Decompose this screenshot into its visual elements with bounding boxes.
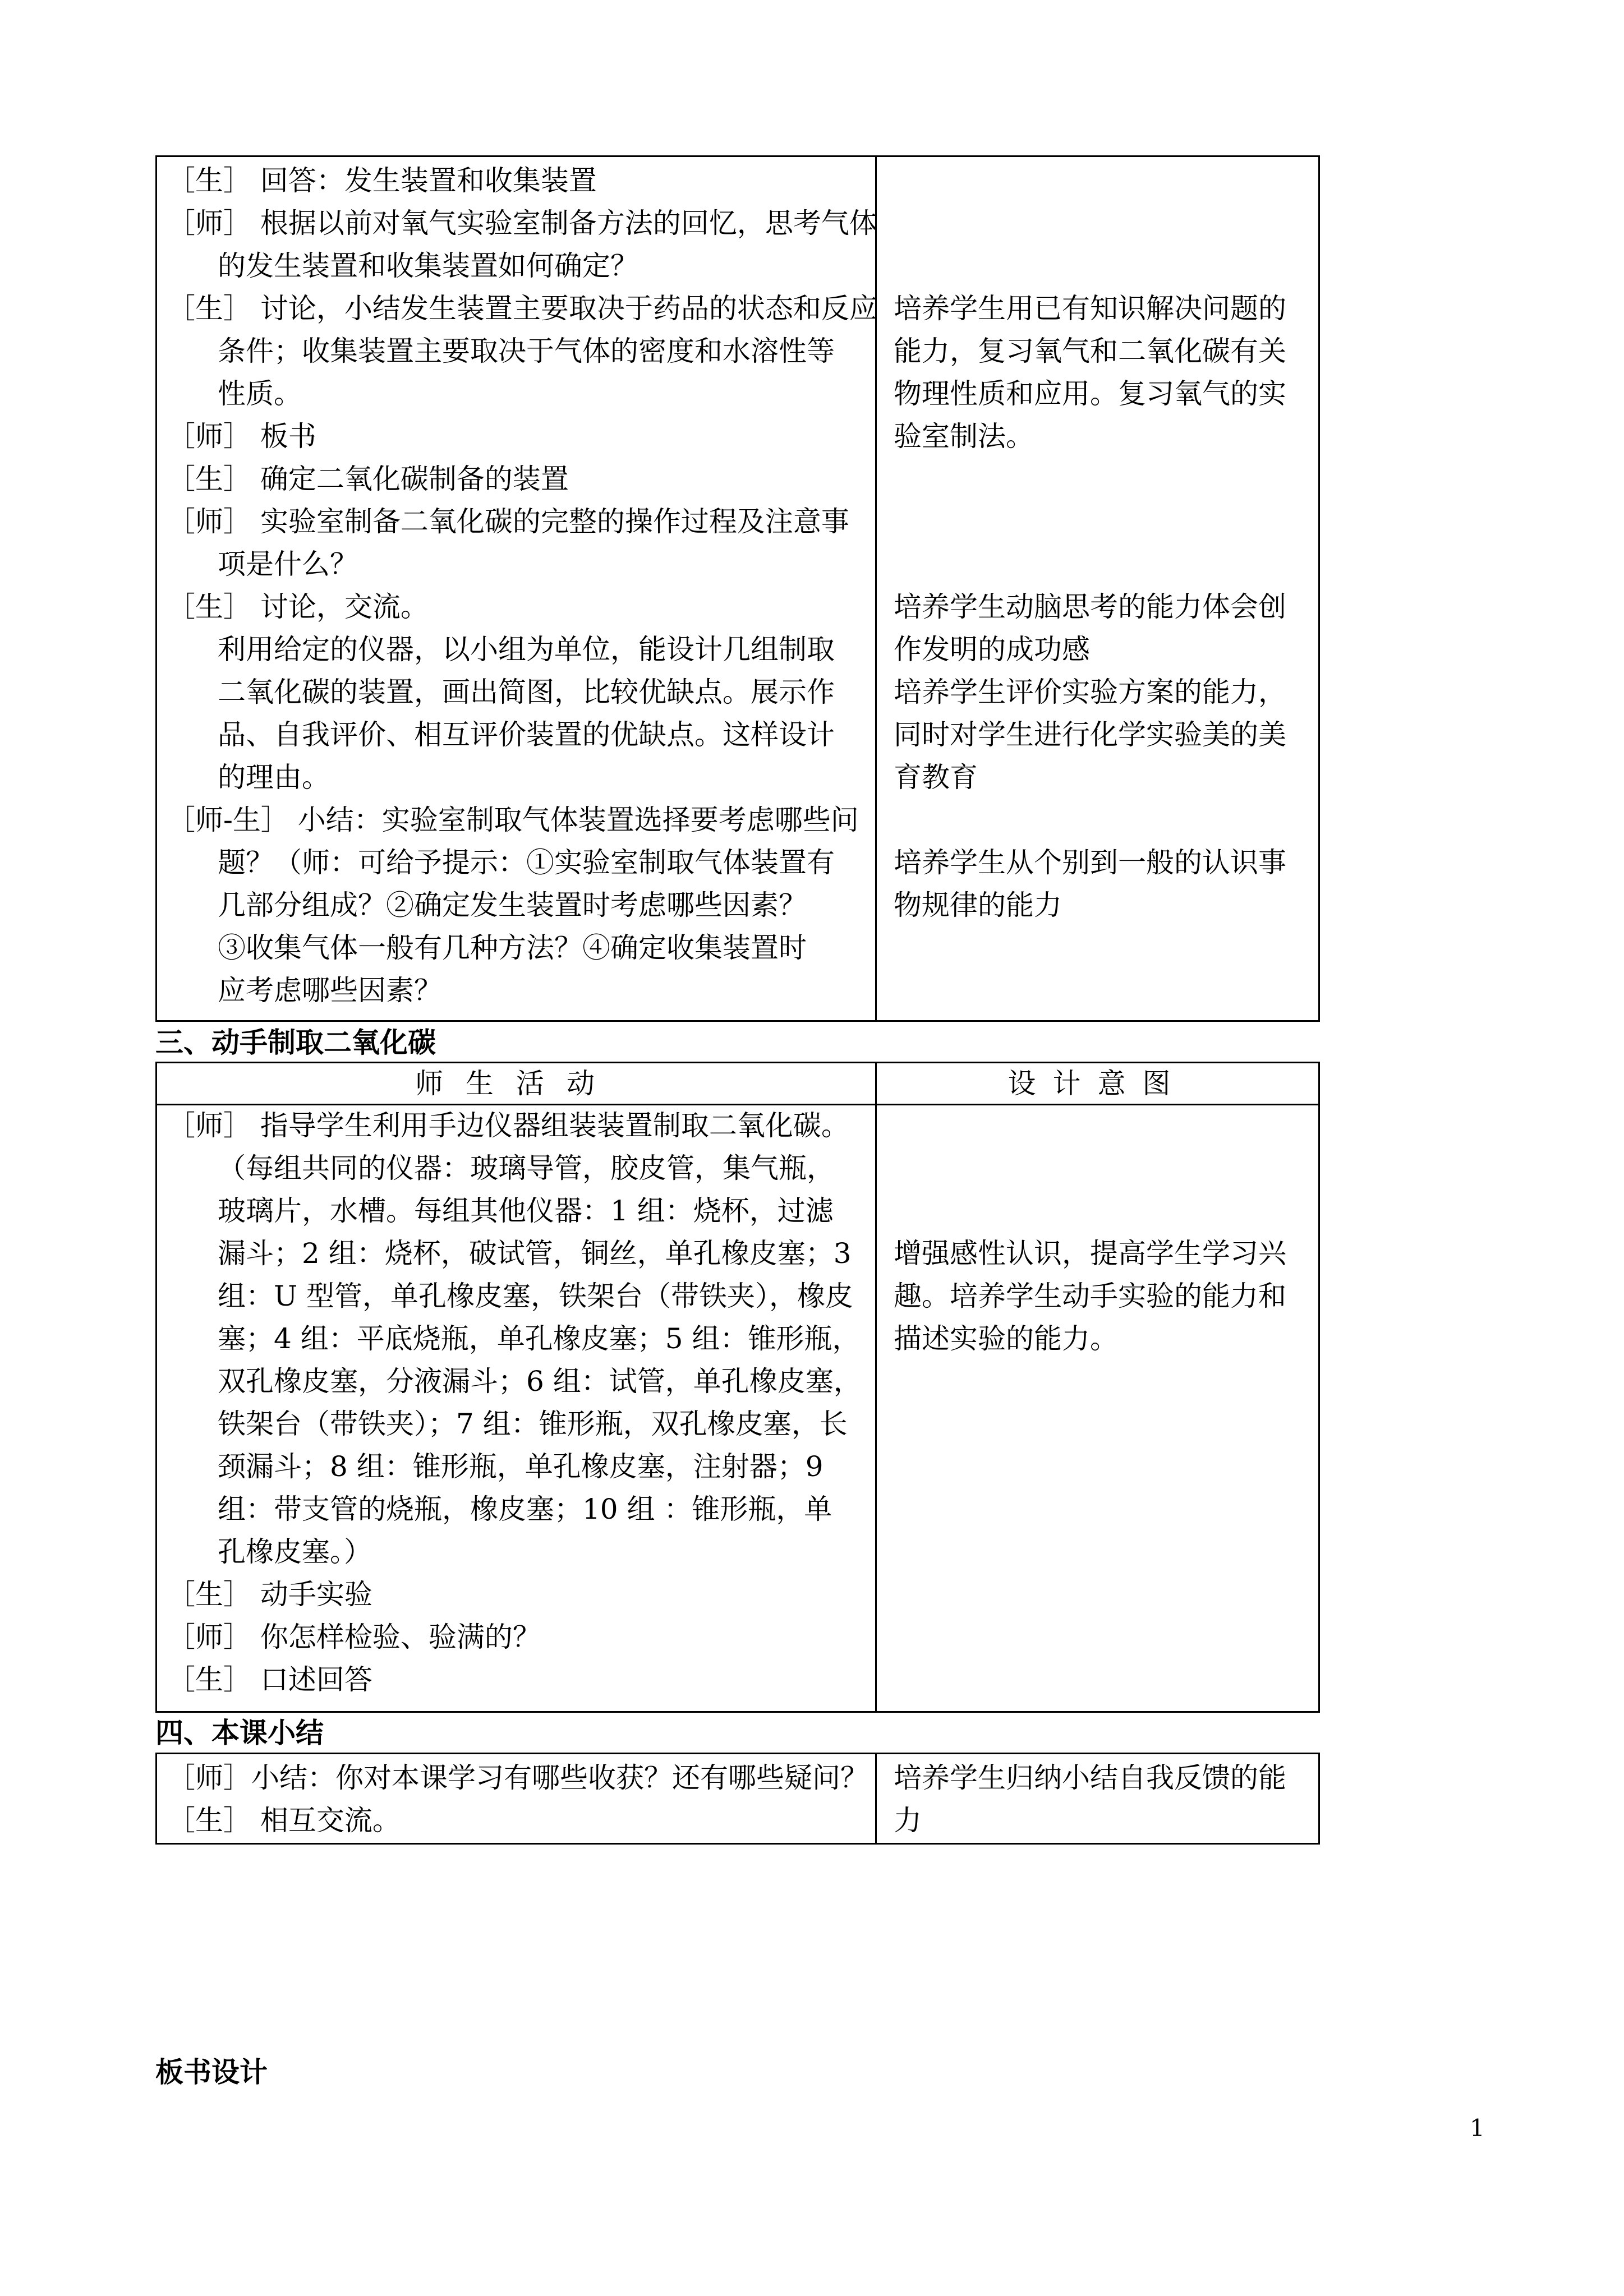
activity-line: ［师-生］ 小结：实验室制取气体装置选择要考虑哪些问 — [167, 804, 859, 836]
activity-line: 题？（师：可给予提示：①实验室制取气体装置有 — [218, 846, 835, 879]
intent-line: 描述实验的能力。 — [894, 1322, 1118, 1355]
teacher-student-activity-column — [157, 1105, 877, 1711]
activity-line: 品、自我评价、相互评价装置的优缺点。这样设计 — [218, 718, 835, 751]
teacher-student-activity-column — [157, 1754, 877, 1843]
table-header — [155, 1062, 1320, 1105]
intent-line: 作发明的成功感 — [894, 633, 1090, 666]
activity-line: ［师］ 根据以前对氧气实验室制备方法的回忆，思考气体 — [167, 207, 877, 239]
design-intent-column — [877, 157, 1318, 1020]
activity-line: 二氧化碳的装置，画出简图，比较优缺点。展示作 — [218, 676, 835, 708]
activity-line: 双孔橡皮塞，分液漏斗；6 组：试管，单孔橡皮塞， — [218, 1365, 862, 1398]
intent-line: 培养学生用已有知识解决问题的 — [894, 292, 1286, 325]
intent-line: 同时对学生进行化学实验美的美 — [894, 718, 1286, 751]
activity-line: 组：U 型管，单孔橡皮塞，铁架台（带铁夹），橡皮 — [218, 1280, 854, 1312]
section-heading-4: 四、本课小结 — [155, 1717, 324, 1749]
activity-line: 应考虑哪些因素？ — [218, 974, 442, 1007]
intent-line: 趣。培养学生动手实验的能力和 — [894, 1280, 1286, 1312]
activity-line: 组：带支管的烧瓶，橡皮塞；10 组 ：锥形瓶，单 — [218, 1493, 832, 1525]
header-intent: 设计意图 — [1007, 1067, 1188, 1100]
activity-line: 漏斗；2 组：烧杯，破试管，铜丝，单孔橡皮塞；3 — [218, 1237, 852, 1270]
intent-line: 增强感性认识，提高学生学习兴 — [894, 1237, 1286, 1270]
design-intent-column — [877, 1105, 1318, 1711]
table-teaching-process — [155, 155, 1320, 1022]
activity-line: ［生］ 回答：发生装置和收集装置 — [167, 164, 597, 197]
activity-line: ［师］ 指导学生利用手边仪器组装装置制取二氧化碳。 — [167, 1109, 849, 1142]
blackboard-design-heading: 板书设计 — [155, 2056, 268, 2088]
activity-line: ［生］ 确定二氧化碳制备的装置 — [167, 463, 569, 495]
intent-line: 物理性质和应用。复习氧气的实 — [894, 377, 1286, 410]
activity-line: 项是什么？ — [218, 548, 358, 580]
activity-line: ［生］ 相互交流。 — [167, 1804, 401, 1837]
intent-line: 培养学生动脑思考的能力体会创 — [894, 591, 1286, 623]
activity-line: 的发生装置和收集装置如何确定？ — [218, 250, 638, 282]
activity-line: ［师］小结：你对本课学习有哪些收获？还有哪些疑问？ — [167, 1762, 868, 1794]
activity-line: 玻璃片，水槽。每组其他仪器：1 组：烧杯，过滤 — [218, 1195, 834, 1227]
activity-line: ［师］ 实验室制备二氧化碳的完整的操作过程及注意事 — [167, 505, 849, 538]
intent-line: 能力，复习氧气和二氧化碳有关 — [894, 335, 1286, 367]
activity-line: ［生］ 口述回答 — [167, 1663, 372, 1696]
header-activity: 师生活动 — [157, 1063, 877, 1105]
activity-line: 的理由。 — [218, 761, 330, 794]
activity-line: 条件；收集装置主要取决于气体的密度和水溶性等 — [218, 335, 835, 367]
activity-line: 铁架台（带铁夹）；7 组：锥形瓶，双孔橡皮塞，长 — [218, 1408, 848, 1440]
activity-line: ③收集气体一般有几种方法？④确定收集装置时 — [218, 932, 807, 964]
activity-line: 几部分组成？②确定发生装置时考虑哪些因素？ — [218, 889, 807, 921]
activity-line: ［生］ 讨论，交流。 — [167, 591, 429, 623]
activity-line: ［师］ 板书 — [167, 420, 316, 453]
table-summary — [155, 1753, 1320, 1845]
activity-line: 性质。 — [218, 377, 302, 410]
intent-line: 验室制法。 — [894, 420, 1034, 453]
activity-line: ［师］ 你怎样检验、验满的？ — [167, 1621, 541, 1653]
page-number: 1 — [1470, 2114, 1485, 2142]
intent-line: 培养学生评价实验方案的能力， — [894, 676, 1286, 708]
activity-line: 孔橡皮塞。） — [218, 1536, 372, 1568]
activity-line: 颈漏斗；8 组：锥形瓶，单孔橡皮塞，注射器；9 — [218, 1450, 823, 1483]
intent-line: 育教育 — [894, 761, 978, 794]
table-hands-on — [155, 1104, 1320, 1713]
activity-line: 利用给定的仪器，以小组为单位，能设计几组制取 — [218, 633, 835, 666]
intent-line: 培养学生归纳小结自我反馈的能 — [894, 1762, 1286, 1794]
intent-line: 物规律的能力 — [894, 889, 1062, 921]
section-heading-3: 三、动手制取二氧化碳 — [155, 1026, 436, 1059]
intent-line: 力 — [894, 1804, 922, 1837]
activity-line: （每组共同的仪器：玻璃导管，胶皮管，集气瓶， — [218, 1152, 835, 1184]
design-intent-column — [877, 1754, 1318, 1843]
activity-line: ［生］ 动手实验 — [167, 1578, 372, 1611]
activity-line: 塞；4 组：平底烧瓶，单孔橡皮塞；5 组：锥形瓶， — [218, 1322, 861, 1355]
teacher-student-activity-column — [157, 157, 877, 1020]
activity-line: ［生］ 讨论，小结发生装置主要取决于药品的状态和反应 — [167, 292, 877, 325]
intent-line: 培养学生从个别到一般的认识事 — [894, 846, 1286, 879]
